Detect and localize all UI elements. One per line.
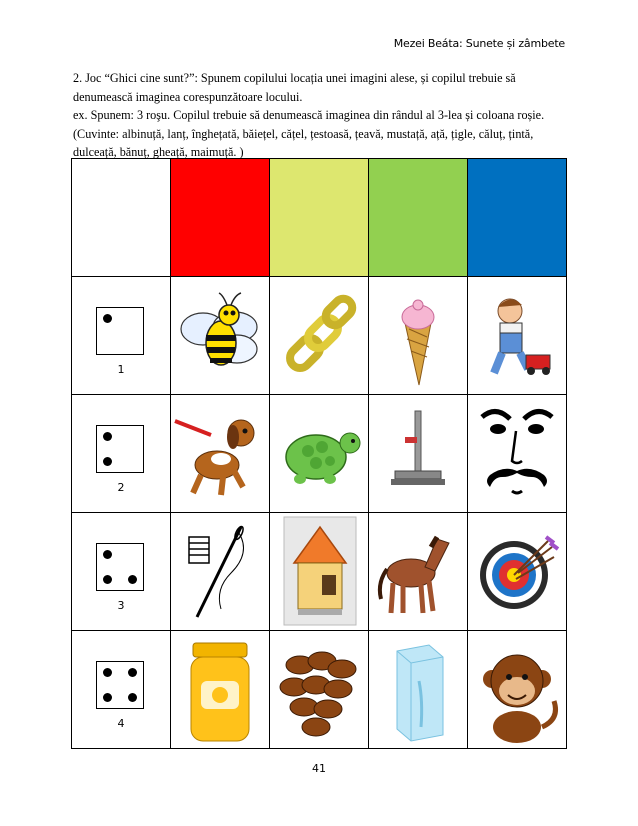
dice-1-icon xyxy=(96,307,144,355)
ice-block-icon[interactable] xyxy=(369,631,468,749)
row-number: 4 xyxy=(117,717,125,730)
corner-cell xyxy=(72,159,171,277)
bee-icon[interactable] xyxy=(171,277,270,395)
instruction-game-description: 2. Joc “Ghici cine sunt?”: Spunem copilului locația unei imagini alese, și copilul trebuie să denumească imaginea corespunzătoare locului. xyxy=(73,71,516,104)
needle-and-thread-icon[interactable] xyxy=(171,513,270,631)
row-number: 3 xyxy=(117,599,125,612)
boy-with-truck-icon[interactable] xyxy=(468,277,567,395)
blue-swatch xyxy=(468,159,566,276)
row-number: 1 xyxy=(117,363,125,376)
row-1-header xyxy=(72,277,171,395)
roof-tiles-house-icon[interactable] xyxy=(270,513,369,631)
instructions xyxy=(73,69,571,162)
turtle-icon[interactable] xyxy=(270,395,369,513)
target-with-arrows-icon[interactable] xyxy=(468,513,567,631)
dice-4-icon xyxy=(96,661,144,709)
row-4-header xyxy=(72,631,171,749)
green-swatch xyxy=(369,159,467,276)
page-number: 41 xyxy=(312,762,326,775)
page-header: Mezei Beáta: Sunete și zâmbete xyxy=(393,37,565,50)
row-3-header xyxy=(72,513,171,631)
column-blue[interactable] xyxy=(468,159,567,277)
mustache-face-icon[interactable] xyxy=(468,395,567,513)
instruction-word-list: (Cuvinte: albinuță, lanț, înghețată, băiețel, cățel, țestoasă, țeavă, mustață, ață, țigle, căluț, țintă, dulceață, bănuț, gheață, maimuță. ) xyxy=(73,126,534,159)
instruction-example: ex. Spunem: 3 roşu. Copilul trebuie să denumească imaginea din rândul al 3-lea și coloana roșie. xyxy=(73,108,545,122)
pipe-valve-icon[interactable] xyxy=(369,395,468,513)
dice-2-icon xyxy=(96,425,144,473)
row-2-header xyxy=(72,395,171,513)
red-swatch xyxy=(171,159,269,276)
dice-3-icon xyxy=(96,543,144,591)
game-grid xyxy=(71,158,567,749)
yellow-swatch xyxy=(270,159,368,276)
column-yellow[interactable] xyxy=(270,159,369,277)
horse-icon[interactable] xyxy=(369,513,468,631)
column-red[interactable] xyxy=(171,159,270,277)
coins-icon[interactable] xyxy=(270,631,369,749)
chain-icon[interactable] xyxy=(270,277,369,395)
row-number: 2 xyxy=(117,481,125,494)
monkey-icon[interactable] xyxy=(468,631,567,749)
column-green[interactable] xyxy=(369,159,468,277)
ice-cream-icon[interactable] xyxy=(369,277,468,395)
puppy-on-leash-icon[interactable] xyxy=(171,395,270,513)
jam-jar-icon[interactable] xyxy=(171,631,270,749)
